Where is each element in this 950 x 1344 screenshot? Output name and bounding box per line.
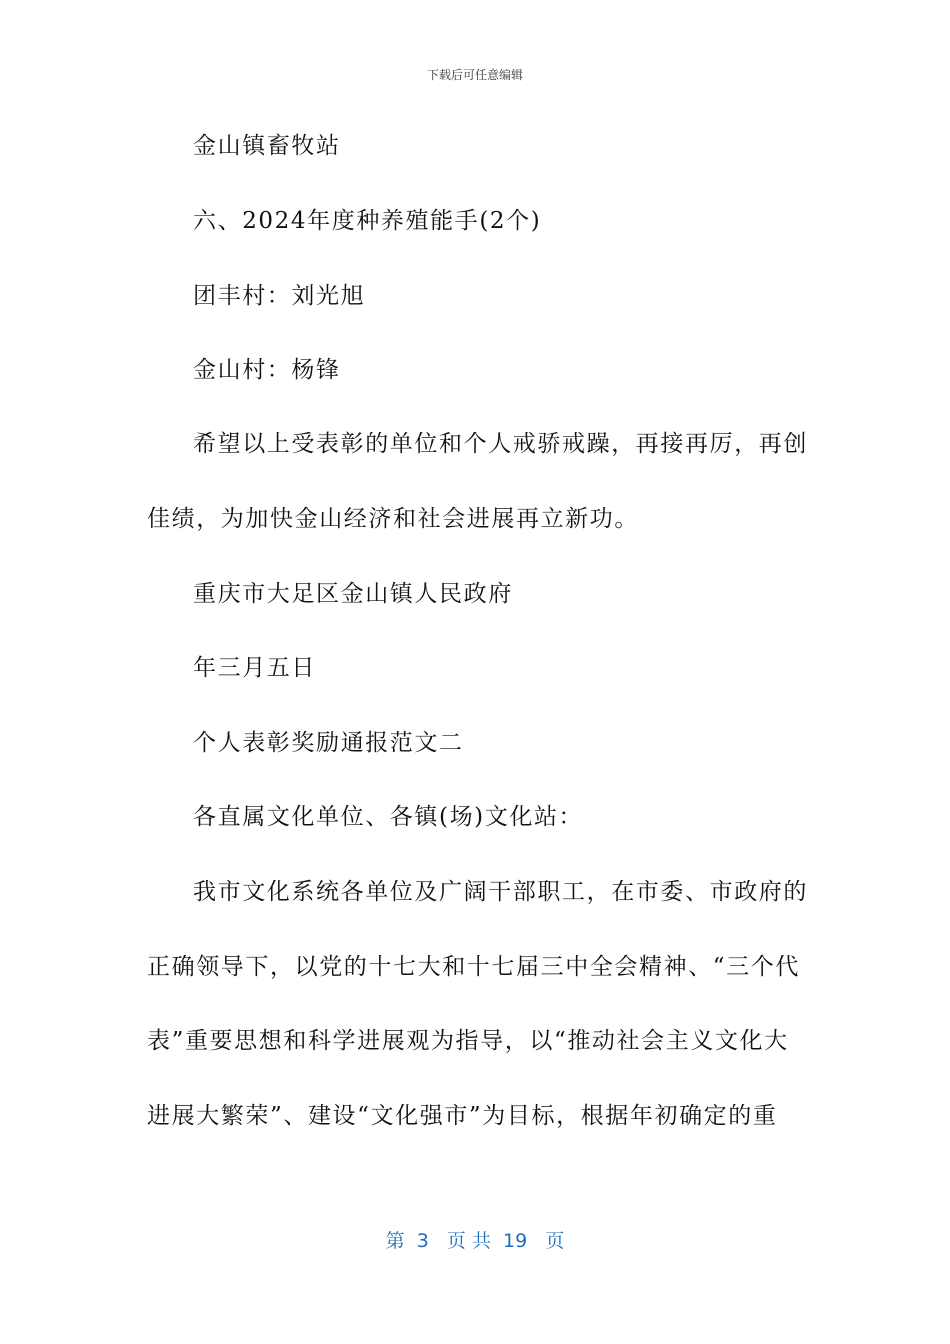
- body-line-11: 我市文化系统各单位及广阔干部职工，在市委、市政府的: [193, 879, 808, 905]
- page-footer: 第 3 页 共 19 页: [385, 1230, 565, 1252]
- body-line-5: 希望以上受表彰的单位和个人戒骄戒躁，再接再厉，再创: [193, 431, 808, 457]
- body-line-1: 金山镇畜牧站: [193, 133, 341, 159]
- body-line-9: 个人表彰奖励通报范文二: [193, 730, 464, 756]
- body-line-6: 佳绩，为加快金山经济和社会进展再立新功。: [147, 506, 639, 532]
- page-header: 下载后可任意编辑: [426, 68, 523, 82]
- body-line-13: 表”重要思想和科学进展观为指导，以“推动社会主义文化大: [147, 1028, 789, 1054]
- body-line-14: 进展大繁荣”、建设“文化强市”为目标，根据年初确定的重: [147, 1103, 778, 1129]
- body-line-7: 重庆市大足区金山镇人民政府: [193, 581, 513, 607]
- body-line-10: 各直属文化单位、各镇(场)文化站：: [193, 804, 584, 830]
- body-line-3: 团丰村：刘光旭: [193, 283, 366, 309]
- body-line-4: 金山村：杨锋: [193, 357, 341, 383]
- body-line-12: 正确领导下，以党的十七大和十七届三中全会精神、“三个代: [147, 954, 800, 980]
- body-line-8: 年三月五日: [193, 655, 316, 681]
- body-line-2: 六、2024年度种养殖能手(2个): [193, 208, 542, 234]
